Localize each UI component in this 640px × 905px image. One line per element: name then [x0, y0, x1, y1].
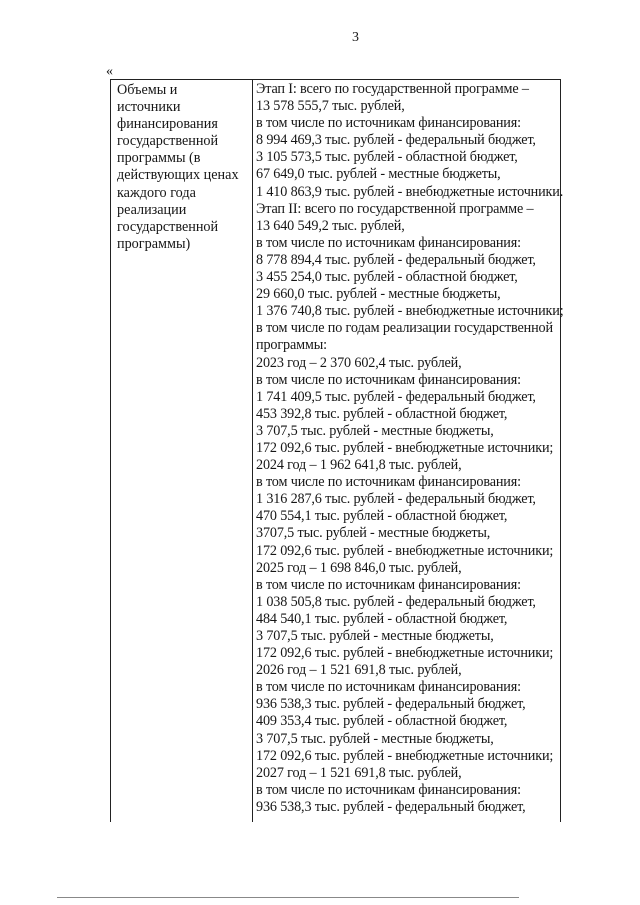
- column-divider: [252, 80, 253, 822]
- financing-table: [110, 79, 564, 822]
- value-line: Этап II: всего по государственной программе –: [256, 200, 534, 217]
- bottom-scan-edge-line: [57, 897, 519, 898]
- value-line: 3707,5 тыс. рублей - местные бюджеты,: [256, 525, 491, 542]
- value-line: 2023 год – 2 370 602,4 тыс. рублей,: [256, 354, 462, 371]
- value-line: 29 660,0 тыс. рублей - местные бюджеты,: [256, 286, 501, 303]
- value-line: 1 410 863,9 тыс. рублей - внебюджетные источники.: [256, 183, 564, 200]
- label-line: государственной: [117, 133, 219, 150]
- value-line: 172 092,6 тыс. рублей - внебюджетные источники;: [256, 747, 554, 764]
- value-line: 2024 год – 1 962 641,8 тыс. рублей,: [256, 457, 462, 474]
- value-line: 67 649,0 тыс. рублей - местные бюджеты,: [256, 166, 501, 183]
- value-line: 453 392,8 тыс. рублей - областной бюджет,: [256, 405, 508, 422]
- value-line: 936 538,3 тыс. рублей - федеральный бюджет,: [256, 696, 526, 713]
- label-line: каждого года: [117, 184, 196, 201]
- value-line: 8 994 469,3 тыс. рублей - федеральный бюджет,: [256, 132, 536, 149]
- label-line: финансирования: [117, 116, 218, 133]
- page-number: 3: [352, 30, 359, 45]
- value-line: в том числе по источникам финансирования:: [256, 115, 521, 132]
- label-line: реализации: [117, 201, 187, 218]
- label-line: действующих ценах: [117, 167, 239, 184]
- value-line: 2025 год – 1 698 846,0 тыс. рублей,: [256, 559, 462, 576]
- value-line: Этап I: всего по государственной программе –: [256, 81, 529, 97]
- value-line: 8 778 894,4 тыс. рублей - федеральный бюджет,: [256, 251, 536, 268]
- value-line: 470 554,1 тыс. рублей - областной бюджет,: [256, 508, 508, 525]
- value-line: в том числе по источникам финансирования:: [256, 781, 521, 798]
- value-line: в том числе по источникам финансирования:: [256, 474, 521, 491]
- value-line: 172 092,6 тыс. рублей - внебюджетные источники;: [256, 645, 554, 662]
- label-line: государственной: [117, 218, 219, 235]
- value-line: 3 105 573,5 тыс. рублей - областной бюджет,: [256, 149, 518, 166]
- label-line: Объемы и: [117, 82, 178, 98]
- value-line: 13 578 555,7 тыс. рублей,: [256, 98, 405, 115]
- value-line: 1 038 505,8 тыс. рублей - федеральный бюджет,: [256, 593, 536, 610]
- value-line: 13 640 549,2 тыс. рублей,: [256, 217, 405, 234]
- value-line: 3 707,5 тыс. рублей - местные бюджеты,: [256, 730, 494, 747]
- value-line: 172 092,6 тыс. рублей - внебюджетные источники;: [256, 542, 554, 559]
- value-line: 936 538,3 тыс. рублей - федеральный бюджет,: [256, 798, 526, 815]
- value-line: 2027 год – 1 521 691,8 тыс. рублей,: [256, 764, 462, 781]
- value-line: 1 376 740,8 тыс. рублей - внебюджетные источники;: [256, 303, 564, 320]
- label-line: источники: [117, 99, 181, 116]
- value-line: в том числе по годам реализации государственной: [256, 320, 553, 337]
- value-line: 1 741 409,5 тыс. рублей - федеральный бюджет,: [256, 388, 536, 405]
- value-line: 409 353,4 тыс. рублей - областной бюджет,: [256, 713, 508, 730]
- opening-quote-mark: «: [106, 64, 113, 79]
- value-line: 3 455 254,0 тыс. рублей - областной бюджет,: [256, 269, 518, 286]
- table-label-cell: [117, 82, 249, 253]
- value-line: 2026 год – 1 521 691,8 тыс. рублей,: [256, 662, 462, 679]
- table-value-cell: [256, 81, 564, 816]
- value-line: в том числе по источникам финансирования:: [256, 576, 521, 593]
- value-line: 3 707,5 тыс. рублей - местные бюджеты,: [256, 628, 494, 644]
- value-line: программы:: [256, 337, 327, 354]
- value-line: в том числе по источникам финансирования:: [256, 234, 521, 251]
- label-line: программы (в: [117, 150, 201, 167]
- value-line: 1 316 287,6 тыс. рублей - федеральный бюджет,: [256, 491, 536, 508]
- value-line: в том числе по источникам финансирования:: [256, 679, 521, 696]
- value-line: 172 092,6 тыс. рублей - внебюджетные источники;: [256, 439, 554, 456]
- value-line: 3 707,5 тыс. рублей - местные бюджеты,: [256, 422, 494, 439]
- value-line: в том числе по источникам финансирования:: [256, 371, 521, 388]
- label-line: программы): [117, 235, 191, 252]
- value-line: 484 540,1 тыс. рублей - областной бюджет,: [256, 610, 508, 627]
